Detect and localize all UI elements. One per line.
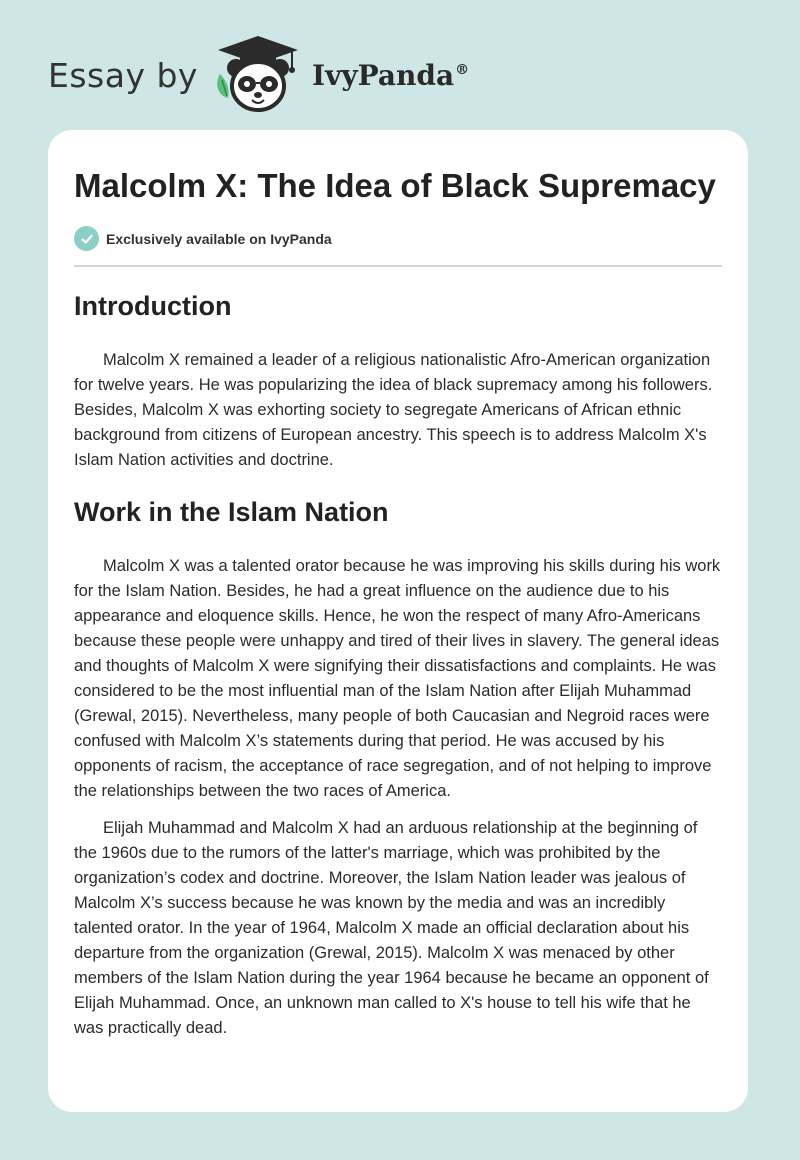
exclusive-badge-label: Exclusively available on IvyPanda [106, 230, 332, 247]
brand-name-text: IvyPanda [311, 58, 455, 92]
essay-content [48, 130, 748, 1041]
paragraph: Elijah Muhammad and Malcolm X had an arduous relationship at the beginning of the 1960s due to the rumors of the latter's marriage, which was prohibited by the organization’s codex and doctrine. Moreover, the Islam Nation leader was jealous of Malcolm X’s success because he was known by the media and was an incredibly talented orator. In the year of 1964, Malcolm X made an official declaration about his departure from the organization (Grewal, 2015). Malcolm X was menaced by other members of the Islam Nation during the year 1964 because he became an opponent of Elijah Muhammad. Once, an unknown man called to X's house to tell his wife that he was practically dead. [74, 819, 709, 1037]
paragraph: Malcolm X was a talented orator because he was improving his skills during his work for the Islam Nation. Besides, he had a great influence on the audience due to his appearance and eloquence skills. Hence, he won the respect of many Afro-Americans because these people were unhappy and tired of their lives in slavery. The general ideas and thoughts of Malcolm X were signifying their dissatisfactions and complaints. He was considered to be the most influential man of the Islam Nation after Elijah Muhammad (Grewal, 2015). Nevertheless, many people of both Caucasian and Negroid races were confused with Malcolm X’s statements during that period. He was accused by his opponents of racism, the acceptance of race segregation, and of not helping to improve the relationships between the two races of America. [74, 557, 721, 800]
check-circle-icon [74, 226, 99, 251]
brand-name[interactable] [312, 59, 469, 92]
essay-title: Malcolm X: The Idea of Black Supremacy [74, 167, 716, 204]
panda-graduate-logo-icon[interactable] [212, 34, 304, 116]
section-heading-work-in-islam-nation: Work in the Islam Nation [74, 497, 389, 527]
paragraph: Malcolm X remained a leader of a religious nationalistic Afro-American organization for twelve years. He was popularizing the idea of black supremacy among his followers. Besides, Malcolm X was exhorting society to segregate Americans of African ethnic background from citizens of European ancestry. This speech is to address Malcolm X's Islam Nation activities and doctrine. [74, 351, 713, 469]
essay-by-label: Essay by [48, 55, 198, 95]
title-divider [74, 265, 722, 267]
section-heading-introduction: Introduction [74, 291, 232, 321]
exclusive-badge [74, 226, 722, 251]
registered-mark: ® [455, 62, 470, 79]
site-header [48, 30, 469, 120]
essay-card [48, 130, 748, 1112]
